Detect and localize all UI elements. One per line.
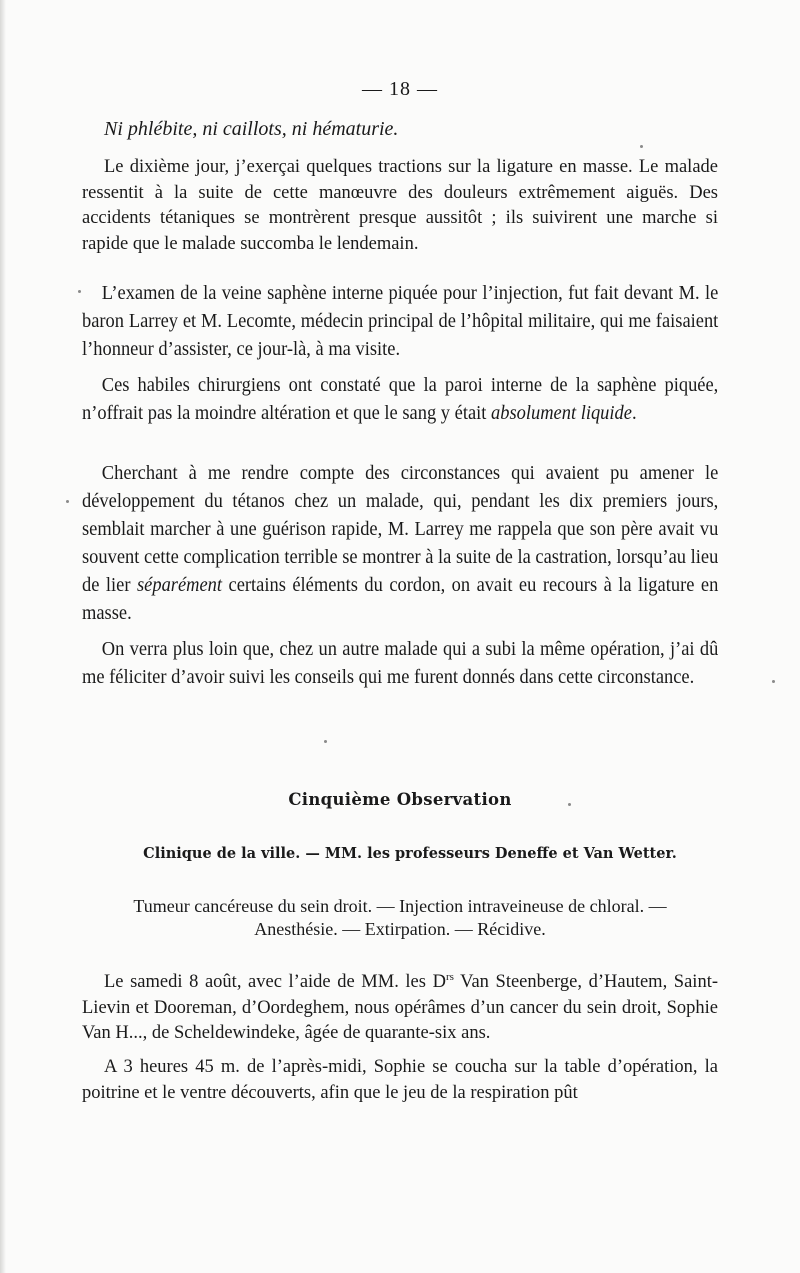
paper-speck <box>772 680 775 683</box>
lead-line: Ni phlébite, ni caillots, ni hématurie. <box>104 118 399 140</box>
case-summary-line: Tumeur cancéreuse du sein droit. — Injection intraveineuse de chloral. — <box>133 896 667 916</box>
paragraph-tractions <box>82 155 718 257</box>
section-subtitle: Clinique de la ville. — MM. les professeurs Deneffe et Van Wetter. <box>143 845 677 862</box>
paragraph-text: A 3 heures 45 m. de l’après-midi, Sophie se coucha sur la table d’opération, la poitrine et le ventre découverts, afin que le jeu de la respiration pût <box>82 1057 718 1103</box>
paper-speck <box>324 740 327 743</box>
section-title: Cinquième Observation <box>288 790 512 809</box>
paragraph-sophie <box>82 1055 718 1106</box>
paper-speck <box>640 145 643 148</box>
emphasis-text: absolument liquide <box>491 402 632 424</box>
case-summary <box>0 895 800 941</box>
paragraph-text: L’examen de la veine saphène interne piquée pour l’injection, fut fait devant M. le baron Larrey et M. Lecomte, médecin principal de l’hôpital militaire, qui me faisaient l’honneur d’assister, ce jour-là, à ma visite. <box>82 282 719 360</box>
paragraph-chirurgiens <box>82 371 718 427</box>
paragraph-tetanos <box>82 459 718 627</box>
paragraph-samedi <box>82 965 718 1047</box>
paragraph-text-run: Le samedi 8 août, avec l’aide de MM. les D <box>104 972 446 993</box>
paragraph-text-run: Van Steenberge, d’Hautem, Saint-Lievin et Dooreman, d’Oordeghem, nous opérâmes d’un cancer du sein droit, Sophie Van H..., de Scheldewindeke, âgée de quarante-six ans. <box>82 972 718 1044</box>
paper-speck <box>66 500 69 503</box>
paragraph-text-run: Ces habiles chirurgiens ont constaté que la paroi interne de la saphène piquée, n’offrait pas la moindre altération et que le sang y était <box>82 374 719 424</box>
paragraph-text-run: certains éléments du cordon, on avait eu recours à la ligature en masse. <box>82 574 719 624</box>
case-summary-line: Anesthésie. — Extirpation. — Récidive. <box>254 919 546 939</box>
superscript-text: rs <box>445 971 454 983</box>
paragraph-text <box>82 965 718 1047</box>
paragraph-conseils <box>82 635 718 691</box>
paragraph-text-run: Cherchant à me rendre compte des circonstances qui avaient pu amener le développement du tétanos chez un malade, qui, pendant les dix premiers jours, semblait marcher à une guérison rapide, M. Larrey me rappela que son père avait vu souvent cette complication terrible se montrer à la suite de la castration, lorsqu’au lieu de lier <box>82 462 719 596</box>
page-edge-shadow <box>0 0 6 1273</box>
paper-speck <box>568 803 571 806</box>
paragraph-text: On verra plus loin que, chez un autre malade qui a subi la même opération, j’ai dû me féliciter d’avoir suivi les conseils qui me furent donnés dans cette circonstance. <box>82 638 719 688</box>
paragraph-examen <box>82 279 718 363</box>
paper-speck <box>78 290 81 293</box>
paragraph-text: Le dixième jour, j’exerçai quelques tractions sur la ligature en masse. Le malade ressentit à la suite de cette manœuvre des douleurs extrêmement aiguës. Des accidents tétaniques se montrèrent presque aussitôt ; ils suivirent une marche si rapide que le malade succomba le lendemain. <box>82 157 718 254</box>
paragraph-text <box>82 371 718 427</box>
paragraph-text-run: . <box>631 402 637 424</box>
paragraph-text <box>82 459 718 627</box>
page-number: — 18 — <box>362 78 438 100</box>
emphasis-text: séparément <box>136 574 223 596</box>
